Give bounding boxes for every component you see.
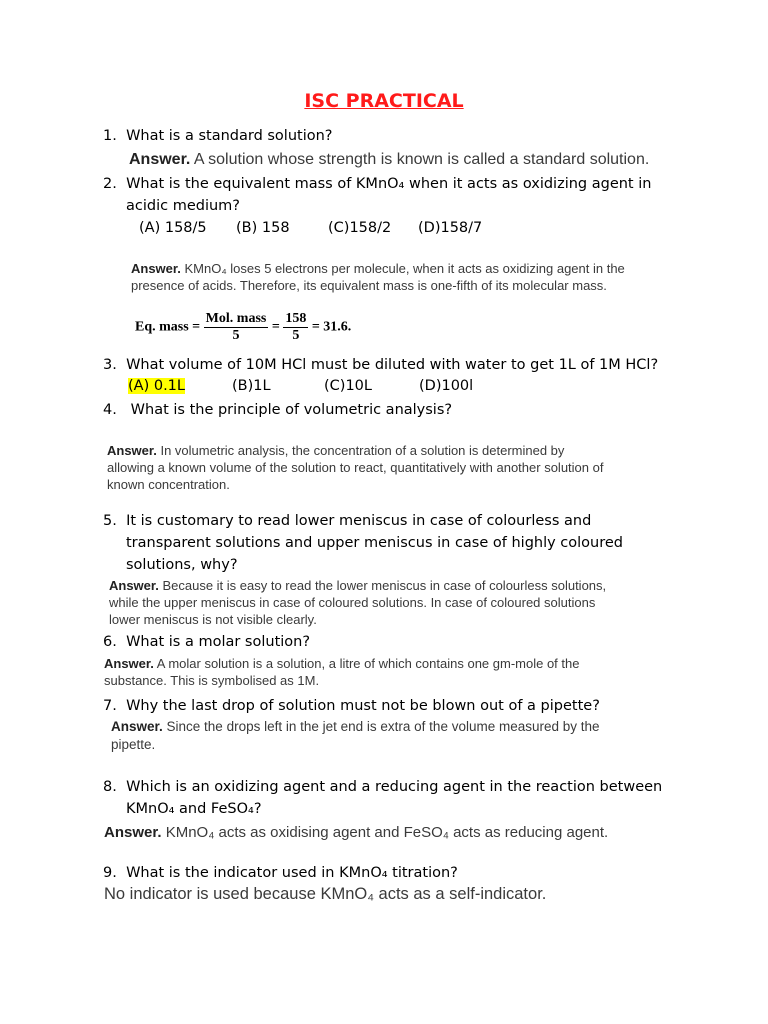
- option-d: (D)100l: [419, 378, 474, 394]
- fraction-158: [283, 311, 308, 344]
- answer-4-line-2: allowing a known volume of the solution to react, quantitatively with another solution of: [107, 460, 604, 475]
- option-c: (C)158/2: [328, 220, 392, 236]
- question-text: What is a standard solution?: [126, 128, 333, 144]
- answer-text: Since the drops left in the jet end is extra of the volume measured by the: [162, 719, 600, 734]
- answer-7-line-1: [111, 719, 600, 734]
- question-7: [103, 698, 600, 714]
- question-number: 3.: [103, 357, 117, 373]
- question-number: 6.: [103, 634, 117, 650]
- answer-4-line-3: known concentration.: [107, 477, 230, 492]
- question-text: What is a molar solution?: [126, 634, 311, 650]
- question-number: 4.: [103, 402, 117, 418]
- answer-text: In volumetric analysis, the concentration of a solution is determined by: [156, 443, 565, 458]
- answer-text: A molar solution is a solution, a litre of which contains one gm-mole of the: [153, 656, 580, 671]
- answer-4-line-1: [107, 443, 564, 458]
- answer-label: Answer.: [129, 151, 191, 168]
- answer-text: A solution whose strength is known is called a standard solution.: [190, 151, 650, 168]
- question-text: Why the last drop of solution must not be blown out of a pipette?: [126, 698, 600, 714]
- question-number: 8.: [103, 779, 117, 795]
- fraction-numerator: 158: [285, 311, 307, 326]
- answer-text: KMnO₄ loses 5 electrons per molecule, when it acts as oxidizing agent in the: [180, 261, 625, 276]
- option-d: (D)158/7: [418, 220, 483, 236]
- equivalent-mass-equation: [135, 311, 351, 344]
- question-text: Which is an oxidizing agent and a reducing agent in the reaction between: [126, 779, 663, 795]
- answer-2-line-1: [131, 261, 625, 276]
- fraction-numerator: Mol. mass: [205, 311, 267, 326]
- question-5: [103, 513, 591, 529]
- answer-5-line-3: lower meniscus is not visible clearly.: [109, 612, 317, 627]
- answer-label: Answer.: [131, 261, 181, 276]
- page-title: ISC PRACTICAL: [304, 90, 464, 112]
- fraction-mol-mass: [204, 311, 269, 344]
- option-a-highlighted: (A) 0.1L: [128, 378, 185, 394]
- equation-equals: =: [271, 319, 280, 335]
- option-b: (B) 158: [236, 220, 290, 236]
- answer-8: [104, 824, 608, 841]
- equation-result: = 31.6.: [311, 319, 352, 335]
- option-b: (B)1L: [232, 378, 271, 394]
- answer-5-line-1: [109, 578, 606, 593]
- fraction-denominator: 5: [232, 328, 240, 343]
- question-number: 2.: [103, 176, 117, 192]
- question-6: [103, 634, 310, 650]
- answer-text: KMnO₄ acts as oxidising agent and FeSO₄ acts as reducing agent.: [161, 824, 609, 841]
- option-c: (C)10L: [324, 378, 372, 394]
- question-5-continued-2: solutions, why?: [126, 557, 238, 573]
- option-a: (A) 158/5: [139, 220, 207, 236]
- answer-text: Because it is easy to read the lower meniscus in case of colourless solutions,: [158, 578, 607, 593]
- answer-7-line-2: pipette.: [111, 737, 156, 752]
- question-3: [103, 357, 658, 373]
- answer-6-line-1: [104, 656, 579, 671]
- answer-label: Answer.: [104, 824, 162, 841]
- question-text: What is the equivalent mass of KMnO₄ when it acts as oxidizing agent in: [126, 176, 652, 192]
- question-number: 9.: [103, 865, 117, 881]
- answer-label: Answer.: [109, 578, 159, 593]
- fraction-denominator: 5: [292, 328, 300, 343]
- question-number: 1.: [103, 128, 117, 144]
- question-2: [103, 176, 651, 192]
- answer-label: Answer.: [107, 443, 157, 458]
- question-4: [103, 402, 452, 418]
- equation-lhs: Eq. mass =: [135, 319, 201, 335]
- question-number: 7.: [103, 698, 117, 714]
- question-2-continued: acidic medium?: [126, 198, 240, 214]
- question-1: [103, 128, 333, 144]
- answer-2-line-2: presence of acids. Therefore, its equivalent mass is one-fifth of its molecular mass.: [131, 278, 607, 293]
- question-text: What volume of 10M HCl must be diluted with water to get 1L of 1M HCl?: [126, 357, 659, 373]
- answer-1: [129, 151, 649, 169]
- answer-label: Answer.: [111, 719, 163, 734]
- question-text: It is customary to read lower meniscus in case of colourless and: [126, 513, 592, 529]
- question-text: What is the indicator used in KMnO₄ titration?: [126, 865, 458, 881]
- question-number: 5.: [103, 513, 117, 529]
- question-9: [103, 865, 458, 881]
- question-5-continued: transparent solutions and upper meniscus in case of highly coloured: [126, 535, 624, 551]
- answer-5-line-2: while the upper meniscus in case of coloured solutions. In case of coloured solutions: [109, 595, 596, 610]
- question-8-continued: KMnO₄ and FeSO₄?: [126, 801, 262, 817]
- answer-label: Answer.: [104, 656, 154, 671]
- question-text: What is the principle of volumetric analysis?: [130, 402, 453, 418]
- answer-6-line-2: substance. This is symbolised as 1M.: [104, 673, 320, 688]
- answer-9: No indicator is used because KMnO₄ acts as a self-indicator.: [104, 885, 547, 903]
- question-8: [103, 779, 662, 795]
